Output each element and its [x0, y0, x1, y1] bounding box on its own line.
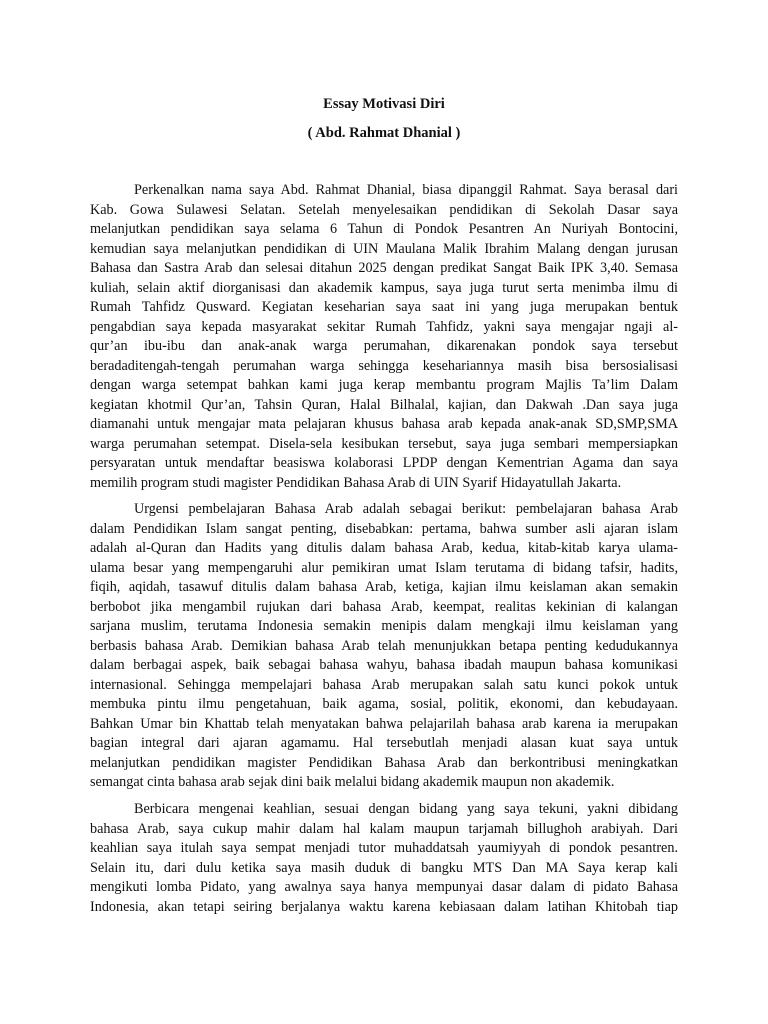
paragraph-line: Kab. Gowa Sulawesi Selatan. Setelah menyelesaikan pendidikan di Sekolah Dasar saya — [90, 201, 678, 218]
paragraph-line: Indonesia, akan tetapi seiring berjalanya waktu karena kebiasaan dalam latihan Khitobah tiap — [90, 898, 678, 915]
paragraph-line: dalam berbagai aspek, baik sebagai bahasa wahyu, bahasa ibadah maupun bahasa komunikasi — [90, 657, 678, 673]
paragraph-line: warga perumahan setempat. Disela-sela kesibukan tersebut, saya juga sembari mempersiapkan — [90, 435, 678, 452]
paragraph-expertise — [90, 800, 678, 917]
paragraph-line: Rumah Tahfidz Qusward. Kegiatan keseharian saya saat ini yang juga merupakan bentuk — [90, 299, 678, 315]
paragraph-line: melanjutkan pendidikan magister Pendidikan Bahasa Arab dan berkontribusi meningkatkan — [90, 754, 678, 771]
paragraph-line: Bahkan Umar bin Khattab telah menyatakan bahwa pelajarilah bahasa arab karena ia merupakan — [90, 715, 678, 732]
paragraph-line: mengikuti lomba Pidato, yang awalnya saya hanya mempunyai dasar dalam di pidato Bahasa — [90, 879, 678, 895]
paragraph-line: persyaratan untuk mendaftar beasiswa kolaborasi LPDP dengan Kementrian Agama dan saya — [90, 455, 678, 471]
paragraph-line: Berbicara mengenai keahlian, sesuai dengan bidang yang saya tekuni, yakni dibidang — [134, 801, 678, 817]
paragraph-line: dalam Pendidikan Islam sangat penting, disebabkan: pertama, bahwa sumber asli ajaran islam — [90, 520, 678, 537]
paragraph-line: adalah al-Quran dan Hadits yang ditulis dalam bahasa Arab, kedua, kitab-kitab karya ulama- — [90, 540, 678, 556]
paragraph-line: qur’an ibu-ibu dan anak-anak warga perumahan, dikarenakan pondok saya tersebut — [90, 338, 678, 354]
paragraph-line: Selain itu, dari dulu ketika saya masih duduk di bangku MTS Dan MA Saya kerap kali — [90, 859, 678, 876]
essay-title: Essay Motivasi Diri — [323, 96, 445, 112]
paragraph-line: berbobot jika mengambil rujukan dari bahasa Arab, keempat, realitas kekinian di kalangan — [90, 598, 678, 615]
paragraph-line: dengan warga setempat bahkan kami juga kerap membantu program Majlis Ta’lim Dalam — [90, 377, 678, 393]
paragraph-line: beradaditengah-tengah perumahan warga sehingga kesehariannya masih bisa bersosialisasi — [90, 357, 678, 374]
paragraph-line: Urgensi pembelajaran Bahasa Arab adalah sebagai berikut: pembelajaran bahasa Arab — [134, 501, 678, 517]
paragraph-line: memilih program studi magister Pendidikan Bahasa Arab di UIN Syarif Hidayatullah Jakarta. — [90, 474, 622, 491]
paragraph-line: keahlian saya itulah saya sempat menjadi tutor muhaddatsah yaumiyyah di pondok pesantren. — [90, 840, 678, 856]
paragraph-arabic-urgency — [90, 500, 678, 793]
paragraph-line: pengabdian saya kepada masyarakat sekitar Rumah Tahfidz, yakni saya mengajar ngaji al- — [90, 318, 678, 335]
paragraph-line: membuka pintu ilmu pengetahuan, baik agama, sosial, politik, ekonomi, dan kebudayaan. — [90, 696, 678, 712]
paragraph-line: Perkenalkan nama saya Abd. Rahmat Dhanial, biasa dipanggil Rahmat. Saya berasal dari — [134, 182, 678, 198]
paragraph-introduction — [90, 181, 678, 493]
paragraph-line: kuliah, selain aktif diorganisasi dan akademik kampus, saya juga turut serta menimba ilmu di — [90, 279, 678, 296]
paragraph-line: Bahasa dan Sastra Arab dan selesai ditahun 2025 dengan predikat Sangat Baik IPK 3,40. Semasa — [90, 260, 678, 276]
paragraph-line: melanjutkan pendidikan saya selama 6 Tahun di Pondok Pesantren An Nuriyah Bontocini, — [90, 221, 678, 237]
paragraph-line: fiqih, aqidah, tasawuf ditulis dalam bahasa Arab, ketiga, kajian ilmu keislaman akan semakin — [90, 579, 678, 595]
paragraph-line: ulama besar yang mempengaruhi alur pemikiran umat Islam terutama di bidang tafsir, hadits, — [90, 559, 678, 576]
paragraph-line: kemudian saya melanjutkan pendidikan di UIN Maulana Malik Ibrahim Malang dengan jurusan — [90, 240, 678, 257]
paragraph-line: internasional. Sehingga mempelajari bahasa Arab merupakan salah satu kunci pokok untuk — [90, 676, 678, 693]
paragraph-line: semangat cinta bahasa arab sejak dini baik melalui bidang akademik maupun non akademik. — [90, 774, 615, 790]
paragraph-line: berbasis bahasa Arab. Demikian bahasa Arab telah menunjukkan betapa penting kedudukannya — [90, 637, 678, 654]
paragraph-line: kegiatan khotmil Qur’an, Tahsin Quran, Halal Bilhalal, kajian, dan Dakwah .Dan saya juga — [90, 396, 678, 413]
paragraph-line: diamanahi untuk mengajar mata pelajaran khusus bahasa arab kepada anak-anak SD,SMP,SMA — [90, 416, 678, 432]
author-name: ( Abd. Rahmat Dhanial ) — [307, 125, 461, 141]
paragraph-line: sarjana muslim, terutama Indonesia semakin menipis dalam mengkaji ilmu keislaman yang — [90, 618, 678, 634]
paragraph-line: bagian integral dari ajaran agamamu. Hal tersebutlah menjadi alasan kuat saya untuk — [90, 735, 678, 751]
paragraph-line: bahasa Arab, saya cukup mahir dalam hal kalam maupun tarjamah billughoh arabiyah. Dari — [90, 820, 678, 837]
